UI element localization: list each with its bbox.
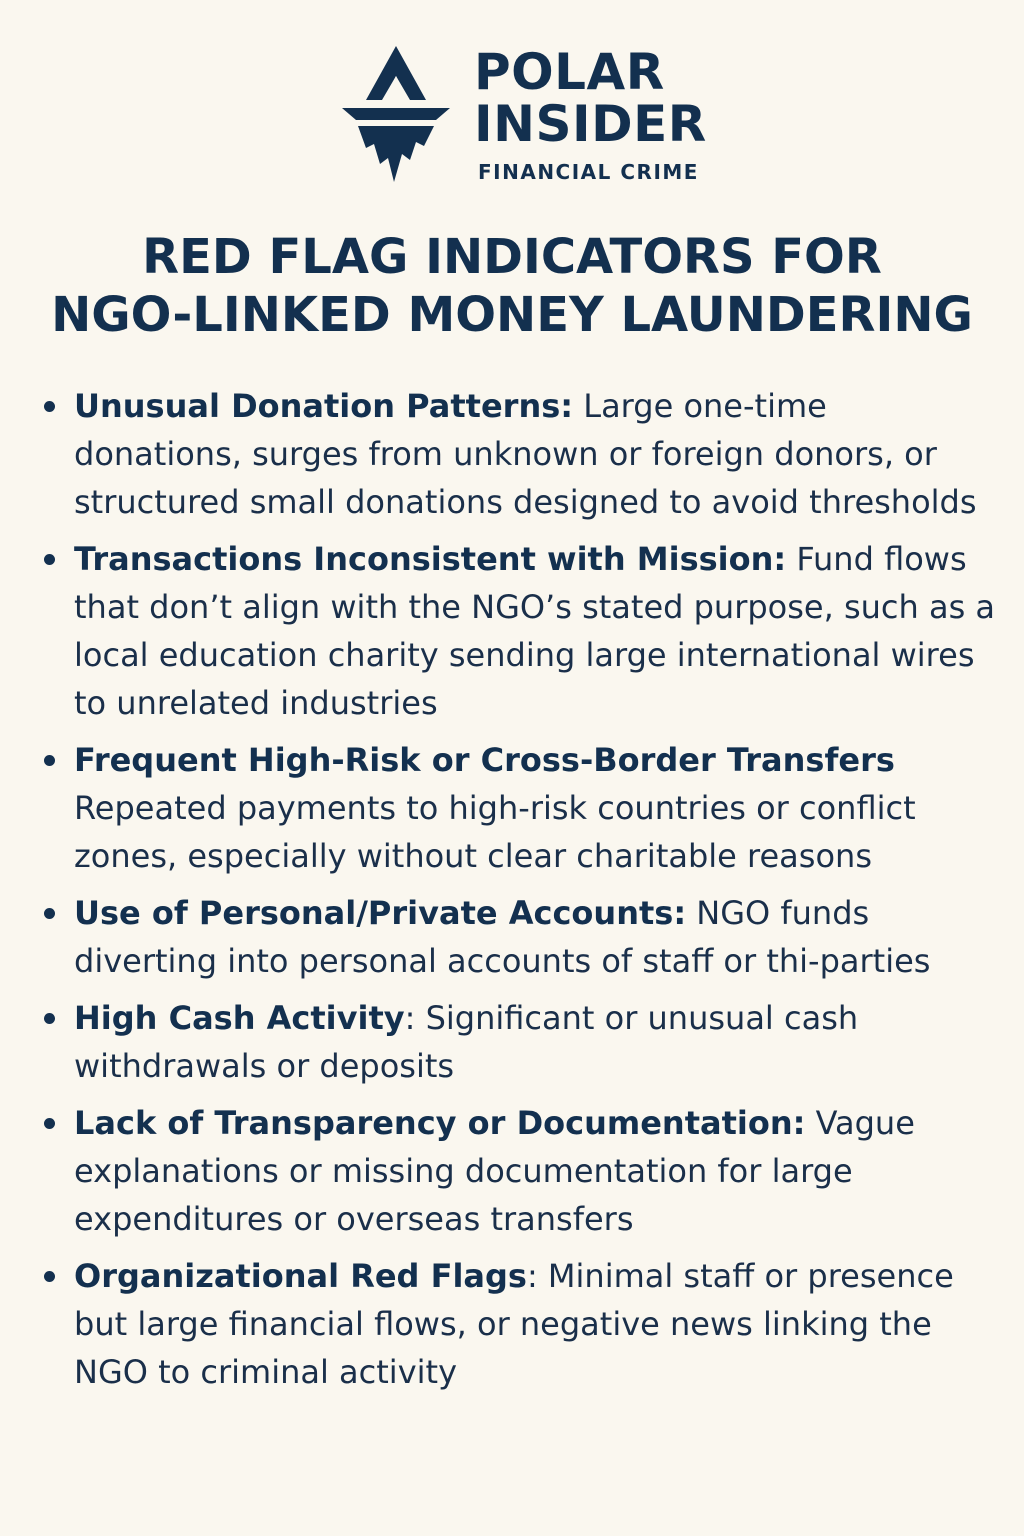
iceberg-mountain-icon [340, 42, 452, 186]
indicator-heading: Lack of Transparency or Documentation: [74, 1104, 806, 1142]
brand-name-line2: INSIDER [474, 95, 707, 153]
indicator-heading: Transactions Inconsistent with Mission: [74, 540, 787, 578]
indicator-list [40, 382, 1004, 1405]
indicator-text: NGO funds diverting into personal accounts of staff or thi-parties [74, 894, 931, 980]
bullet-icon [44, 1013, 55, 1024]
indicator-text: Repeated payments to high-risk countries or conflict zones, especially without clear charitable reasons [74, 789, 916, 875]
list-item [40, 994, 1004, 1090]
bullet-icon [44, 554, 55, 565]
brand-lockup [340, 42, 720, 192]
brand-name-line1: POLAR [474, 43, 665, 101]
indicator-text: : Significant or unusual cash withdrawals or deposits [74, 999, 859, 1085]
page-title-line2: NGO-LINKED MONEY LAUNDERING [51, 287, 973, 343]
indicator-heading: Organizational Red Flags [74, 1257, 527, 1295]
page-title [0, 228, 1024, 344]
indicator-text: Vague explanations or missing documentation for large expenditures or overseas transfers [74, 1104, 915, 1238]
brand-name [474, 43, 707, 153]
indicator-heading: Use of Personal/Private Accounts: [74, 894, 687, 932]
indicator-text: Fund flows that don’t align with the NGO’s stated purpose, such as a local education charity sending large international wires to unrelated industries [74, 540, 996, 722]
brand-tagline: FINANCIAL CRIME [478, 160, 699, 184]
indicator-heading: High Cash Activity [74, 999, 405, 1037]
bullet-icon [44, 1271, 55, 1282]
list-item [40, 889, 1004, 985]
indicator-heading: Frequent High-Risk or Cross-Border Transfers [74, 741, 895, 779]
list-item [40, 382, 1004, 526]
bullet-icon [44, 908, 55, 919]
page-title-line1: RED FLAG INDICATORS FOR [142, 229, 882, 285]
bullet-icon [44, 755, 55, 766]
list-item [40, 736, 1004, 880]
indicator-text: Large one-time donations, surges from unknown or foreign donors, or structured small donations designed to avoid thresholds [74, 387, 977, 521]
list-item [40, 1099, 1004, 1243]
bullet-icon [44, 1118, 55, 1129]
indicator-text: : Minimal staff or presence but large financial flows, or negative news linking the NGO to criminal activity [74, 1257, 954, 1391]
list-item [40, 1252, 1004, 1396]
indicator-heading: Unusual Donation Patterns: [74, 387, 574, 425]
bullet-icon [44, 401, 55, 412]
list-item [40, 535, 1004, 727]
